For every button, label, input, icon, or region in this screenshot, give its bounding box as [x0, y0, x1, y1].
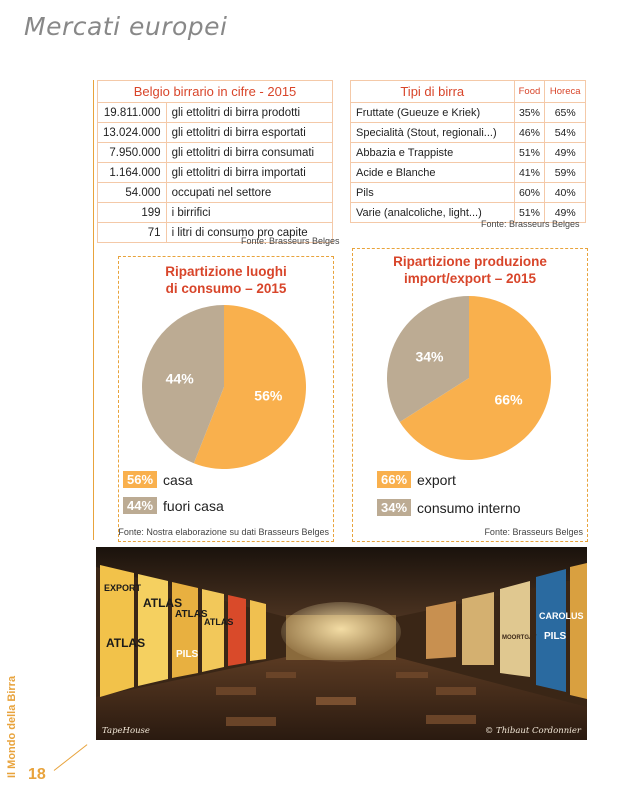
legend-label-casa: casa: [163, 471, 193, 488]
table-row: [351, 103, 586, 123]
food-share: 51%: [514, 143, 545, 163]
photo-sign-text: ATLAS: [106, 636, 146, 650]
consumption-title-line1: Ripartizione luoghi: [165, 264, 287, 279]
legend-fuori-casa: [123, 497, 224, 514]
food-share: 51%: [514, 203, 545, 223]
production-title-line2: import/export – 2015: [403, 271, 537, 286]
belgio-figures-table: [97, 80, 333, 243]
food-share: 46%: [514, 123, 545, 143]
production-chart-title: [353, 253, 587, 287]
table-row: [98, 163, 333, 183]
belgio-table-title: Belgio birrario in cifre - 2015: [98, 81, 333, 103]
left-accent-line: [93, 80, 94, 540]
production-chart-source: Fonte: Brasseurs Belges: [484, 527, 583, 537]
food-share: 41%: [514, 163, 545, 183]
table-row: [351, 183, 586, 203]
table-row: [351, 143, 586, 163]
figure-label: i birrifici: [166, 203, 332, 223]
production-pie-chart: [379, 289, 559, 467]
beer-types-source: Fonte: Brasseurs Belges: [481, 219, 580, 229]
table-row: [98, 123, 333, 143]
consumption-chart-box: [118, 256, 334, 542]
horeca-share: 54%: [545, 123, 586, 143]
section-title: Mercati europei: [24, 12, 228, 41]
figure-label: gli ettolitri di birra prodotti: [166, 103, 332, 123]
production-title-line1: Ripartizione produzione: [393, 254, 547, 269]
belgio-table-source: Fonte: Brasseurs Belges: [241, 236, 340, 246]
figure-value: 19.811.000: [98, 103, 167, 123]
figure-label: occupati nel settore: [166, 183, 332, 203]
beer-type-name: Fruttate (Gueuze e Kriek): [351, 103, 515, 123]
consumption-pie-chart: [131, 301, 317, 473]
figure-label: i litri di consumo pro capite: [166, 223, 332, 243]
photo-credit: © Thibaut Cordonnier: [484, 726, 581, 736]
figure-value: 54.000: [98, 183, 167, 203]
horeca-share: 59%: [545, 163, 586, 183]
beer-types-title: Tipi di birra: [351, 81, 515, 103]
figure-value: 71: [98, 223, 167, 243]
bar-interior-photo: [96, 547, 587, 740]
consumption-chart-source: Fonte: Nostra elaborazione su dati Brasseurs Belges: [118, 527, 329, 537]
figure-label: gli ettolitri di birra importati: [166, 163, 332, 183]
figure-value: 199: [98, 203, 167, 223]
photo-sign-text: ATLAS: [143, 596, 183, 610]
table-row: [351, 163, 586, 183]
horeca-share: 49%: [545, 143, 586, 163]
figure-value: 7.950.000: [98, 143, 167, 163]
beer-type-name: Abbazia e Trappiste: [351, 143, 515, 163]
legend-label-export: export: [417, 471, 456, 488]
legend-label-consumo-interno: consumo interno: [417, 499, 521, 516]
bar-interior-illustration: [96, 547, 587, 740]
photo-caption-left: TapeHouse: [102, 726, 150, 736]
table-row: [98, 103, 333, 123]
legend-consumo-interno: [377, 499, 521, 516]
col-horeca-header: Horeca: [545, 81, 586, 103]
pie-data-label: 56%: [254, 387, 283, 404]
figure-value: 1.164.000: [98, 163, 167, 183]
beer-type-name: Specialità (Stout, regionali...): [351, 123, 515, 143]
legend-export: [377, 471, 456, 488]
photo-sign-text: MOORTGAT: [502, 635, 537, 641]
pie-data-label: 34%: [415, 348, 444, 365]
figure-label: gli ettolitri di birra esportati: [166, 123, 332, 143]
legend-chip-fuori-casa: 44%: [123, 497, 157, 514]
pie-data-label: 66%: [494, 391, 523, 408]
food-share: 60%: [514, 183, 545, 203]
page-number-slash: [54, 744, 88, 771]
beer-type-name: Acide e Blanche: [351, 163, 515, 183]
horeca-share: 40%: [545, 183, 586, 203]
pie-data-label: 44%: [165, 370, 194, 387]
beer-type-name: Varie (analcoliche, light...): [351, 203, 515, 223]
consumption-chart-title: [119, 263, 333, 297]
legend-chip-export: 66%: [377, 471, 411, 488]
magazine-side-label: Il Mondo della Birra: [6, 675, 18, 778]
photo-sign-text: EXPORT: [104, 583, 142, 593]
table-row: [351, 123, 586, 143]
horeca-share: 49%: [545, 203, 586, 223]
consumption-title-line2: di consumo – 2015: [165, 281, 287, 296]
photo-sign-text: ATLAS: [175, 609, 208, 620]
figure-label: gli ettolitri di birra consumati: [166, 143, 332, 163]
page-number: 18: [28, 766, 46, 783]
table-row: [98, 183, 333, 203]
horeca-share: 65%: [545, 103, 586, 123]
table-row: [98, 143, 333, 163]
beer-types-table: [350, 80, 586, 223]
photo-sign-text: PILS: [544, 631, 567, 642]
food-share: 35%: [514, 103, 545, 123]
photo-sign-text: CAROLUS: [539, 611, 584, 621]
legend-chip-consumo-interno: 34%: [377, 499, 411, 516]
legend-label-fuori-casa: fuori casa: [163, 497, 224, 514]
production-chart-box: [352, 248, 588, 542]
legend-chip-casa: 56%: [123, 471, 157, 488]
beer-type-name: Pils: [351, 183, 515, 203]
photo-sign-text: PILS: [176, 649, 199, 660]
table-row: [98, 203, 333, 223]
col-food-header: Food: [514, 81, 545, 103]
legend-casa: [123, 471, 193, 488]
figure-value: 13.024.000: [98, 123, 167, 143]
photo-sign-text: ATLAS: [204, 617, 234, 627]
